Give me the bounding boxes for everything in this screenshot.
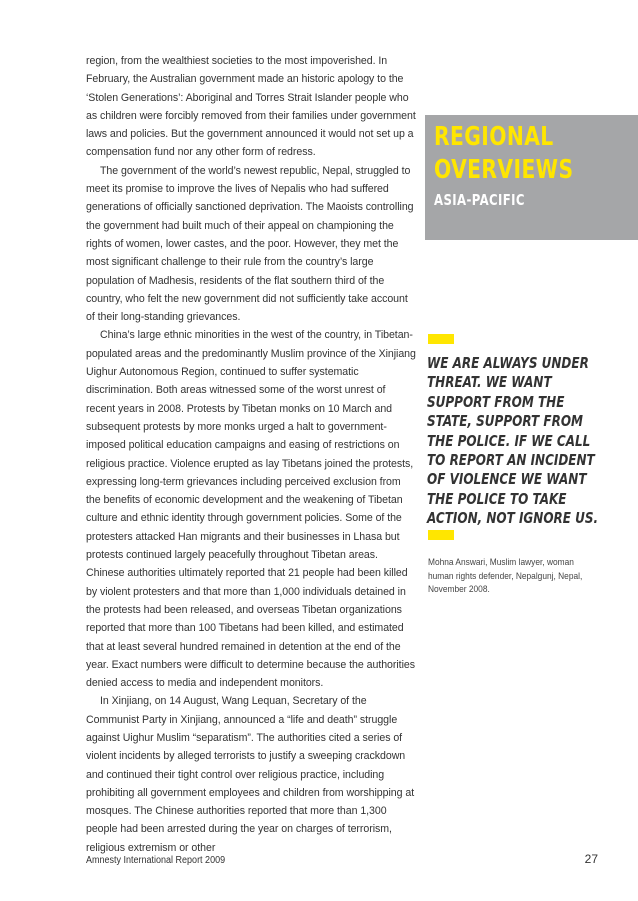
quote-bottom-accent-bar — [428, 530, 454, 540]
section-header-box — [425, 115, 638, 240]
body-text-column — [86, 52, 416, 857]
section-title — [434, 121, 590, 187]
quote-top-accent-bar — [428, 334, 454, 344]
paragraph-4: In Xinjiang, on 14 August, Wang Lequan, Secretary of the Communist Party in Xinjiang, announced a “life and death” struggle against Uighur Muslim “separatism”. The authorities cited a series of violent incidents by alleged terrorists to justify a sweeping crackdown and continued their tight control over religious practice, including prohibiting all government employees and children from worshipping at mosques. The Chinese authorities reported that more than 1,300 people had been arrested during the year on charges of terrorism, religious extremism or other — [86, 695, 415, 854]
paragraph-3: China’s large ethnic minorities in the west of the country, in Tibetan-populated areas and the predominantly Muslim province of the Xinjiang Uighur Autonomous Region, continued to suffer systematic discrimination. Both areas witnessed some of the worst unrest of recent years in 2008. Protests by Tibetan monks on 10 March and subsequent protests by more monks urged a halt to government-imposed political education campaigns and easing of restrictions on religious practice. Violence erupted as lay Tibetans joined the protests, expressing long-term grievances including perceived exclusion from the benefits of economic development and the weakening of Tibetan culture and ethnic identity through government policies. Some of the protesters attacked Han migrants and their businesses in Lhasa but protests continued largely peacefully throughout Tibetan areas. Chinese authorities ultimately reported that 21 people had been killed by violent protesters and that more than 1,000 individuals detained in the protests had been released, and overseas Tibetan organizations reported that more than 100 Tibetans had been killed, and estimated that at least several hundred remained in detention at the end of the year. Exact numbers were difficult to determine because the authorities denied access to media and independent monitors. — [86, 329, 416, 690]
attribution-line: November 2008. — [428, 584, 490, 595]
pull-quote — [427, 354, 599, 529]
quote-line: THREAT. WE WANT — [427, 373, 552, 392]
quote-line: TO REPORT AN INCIDENT — [427, 451, 595, 470]
quote-attribution — [428, 556, 604, 597]
quote-line: THE POLICE TO TAKE — [427, 489, 567, 508]
quote-line: OF VIOLENCE WE WANT — [427, 470, 587, 489]
section-subtitle: ASIA-PACIFIC — [434, 191, 525, 209]
attribution-line: Mohna Answari, Muslim lawyer, woman — [428, 557, 574, 568]
section-title-line-1: REGIONAL — [434, 122, 554, 152]
attribution-line: human rights defender, Nepalgunj, Nepal, — [428, 570, 583, 582]
quote-line: STATE, SUPPORT FROM — [427, 412, 583, 431]
quote-line: THE POLICE. IF WE CALL — [427, 431, 591, 450]
page-number: 27 — [584, 852, 598, 866]
quote-line: SUPPORT FROM THE — [427, 392, 565, 411]
quote-line: ACTION, NOT IGNORE US. — [427, 509, 599, 528]
paragraph-1: region, from the wealthiest societies to the most impoverished. In February, the Australian government made an historic apology to the ‘Stolen Generations’: Aboriginal and Torres Strait Islander people who as children were forcibly removed from their families under government laws and policies. But the government announced it would not set up a compensation fund nor any other form of redress. — [86, 55, 416, 159]
quote-line: WE ARE ALWAYS UNDER — [427, 354, 589, 372]
section-title-line-2: OVERVIEWS — [434, 155, 574, 185]
paragraph-2: The government of the world’s newest republic, Nepal, struggled to meet its promise to improve the lives of Nepalis who had suffered generations of officially sanctioned deprivation. The Maoists controlling the government had built much of their appeal on championing the rights of women, lower castes, and the poor. However, they met the most significant challenge to their rule from the country’s large population of Madhesis, residents of the flat southern third of the country, who felt the new government did not sufficiently take account of their long-standing grievances. — [86, 164, 414, 324]
footer-publication-title: Amnesty International Report 2009 — [86, 855, 226, 866]
